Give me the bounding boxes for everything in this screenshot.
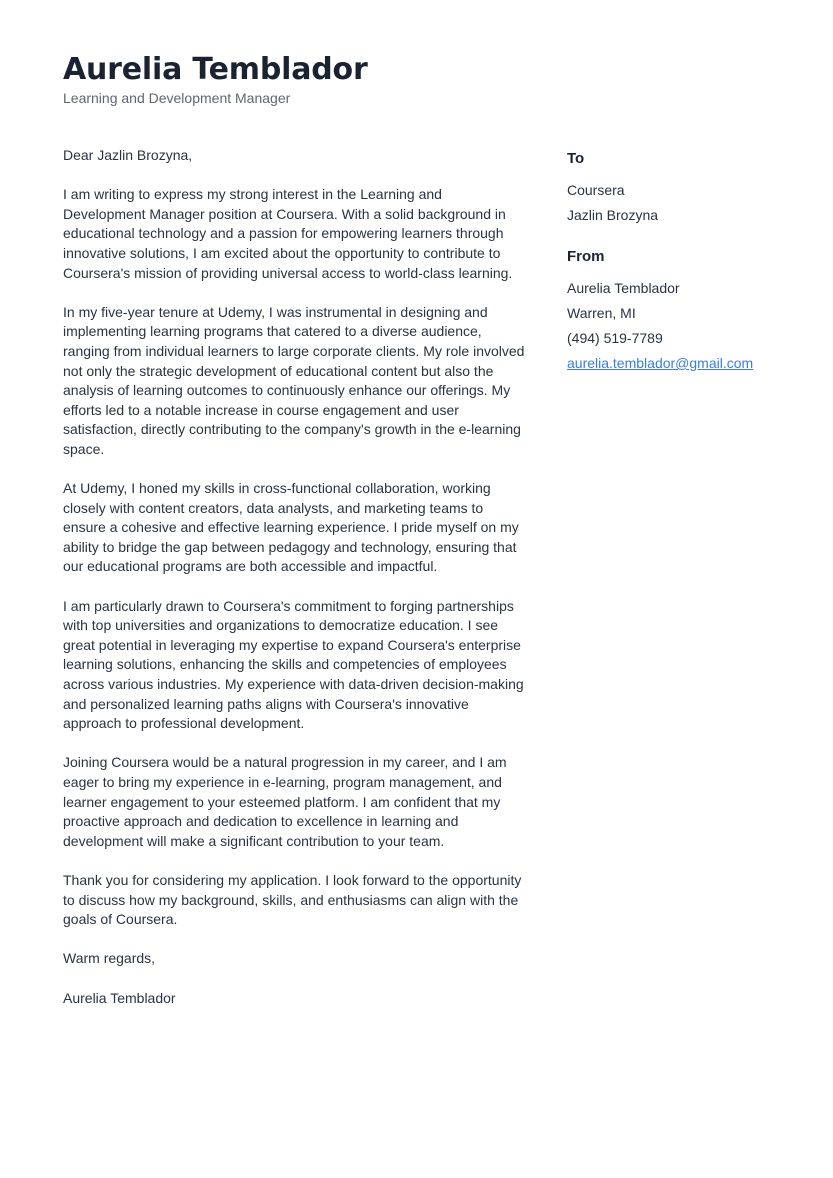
- applicant-name: Aurelia Temblador: [63, 52, 368, 87]
- letter-paragraph: Thank you for considering my application. I look forward to the opportunity to discuss how my background, skills, and enthusiasms can align with the goals of Coursera.: [63, 871, 522, 928]
- sender-phone: (494) 519-7789: [567, 330, 663, 346]
- recipient-company: Coursera: [567, 182, 625, 198]
- letter-paragraph: Joining Coursera would be a natural progression in my career, and I am eager to bring my experience in e-learning, program management, and learner engagement to your esteemed platform. I am confident that my proactive approach and dedication to excellence in learning and development will make a significant contribution to your team.: [63, 754, 507, 849]
- letter-paragraph: In my five-year tenure at Udemy, I was instrumental in designing and implementing learning programs that catered to a diverse audience, ranging from individual learners to large corporate clients. My role involved not only the strategic development of educational content but also the analysis of learning outcomes to continuously enhance our offerings. My efforts led to a notable increase in course engagement and user satisfaction, directly contributing to the company's growth in the e-learning space.: [63, 303, 525, 457]
- letter-body: [63, 146, 525, 1028]
- sender-name: Aurelia Temblador: [567, 280, 680, 296]
- from-heading: From: [567, 248, 605, 265]
- letter-paragraph: I am particularly drawn to Coursera's commitment to forging partnerships with top universities and organizations to democratize education. I see great potential in leveraging my expertise to expand Coursera's enterprise learning solutions, enhancing the skills and competencies of employees across various industries. My experience with data-driven decision-making and personalized learning paths aligns with Coursera's innovative approach to professional development.: [63, 597, 524, 732]
- closing: Warm regards,: [63, 950, 156, 967]
- sender-location: Warren, MI: [567, 305, 636, 321]
- letter-paragraph: I am writing to express my strong interest in the Learning and Development Manager position at Coursera. With a solid background in educational technology and a passion for empowering learners through innovative solutions, I am excited about the opportunity to contribute to Coursera's mission of providing universal access to world-class learning.: [63, 186, 513, 281]
- to-heading: To: [567, 150, 585, 167]
- to-section: [567, 148, 807, 228]
- sidebar: [567, 146, 807, 376]
- recipient-name: Jazlin Brozyna: [567, 207, 659, 223]
- letter-paragraph: At Udemy, I honed my skills in cross-functional collaboration, working closely with content creators, data analysts, and marketing teams to ensure a cohesive and effective learning experience. I pride myself on my ability to bridge the gap between pedagogy and technology, ensuring that our educational programs are both accessible and impactful.: [63, 480, 519, 575]
- header: [63, 52, 368, 107]
- sender-email-link[interactable]: aurelia.temblador@gmail.com: [567, 355, 754, 371]
- signature: Aurelia Temblador: [63, 989, 176, 1006]
- applicant-job-title: Learning and Development Manager: [63, 90, 291, 106]
- from-section: [567, 246, 807, 376]
- salutation: Dear Jazlin Brozyna,: [63, 147, 193, 163]
